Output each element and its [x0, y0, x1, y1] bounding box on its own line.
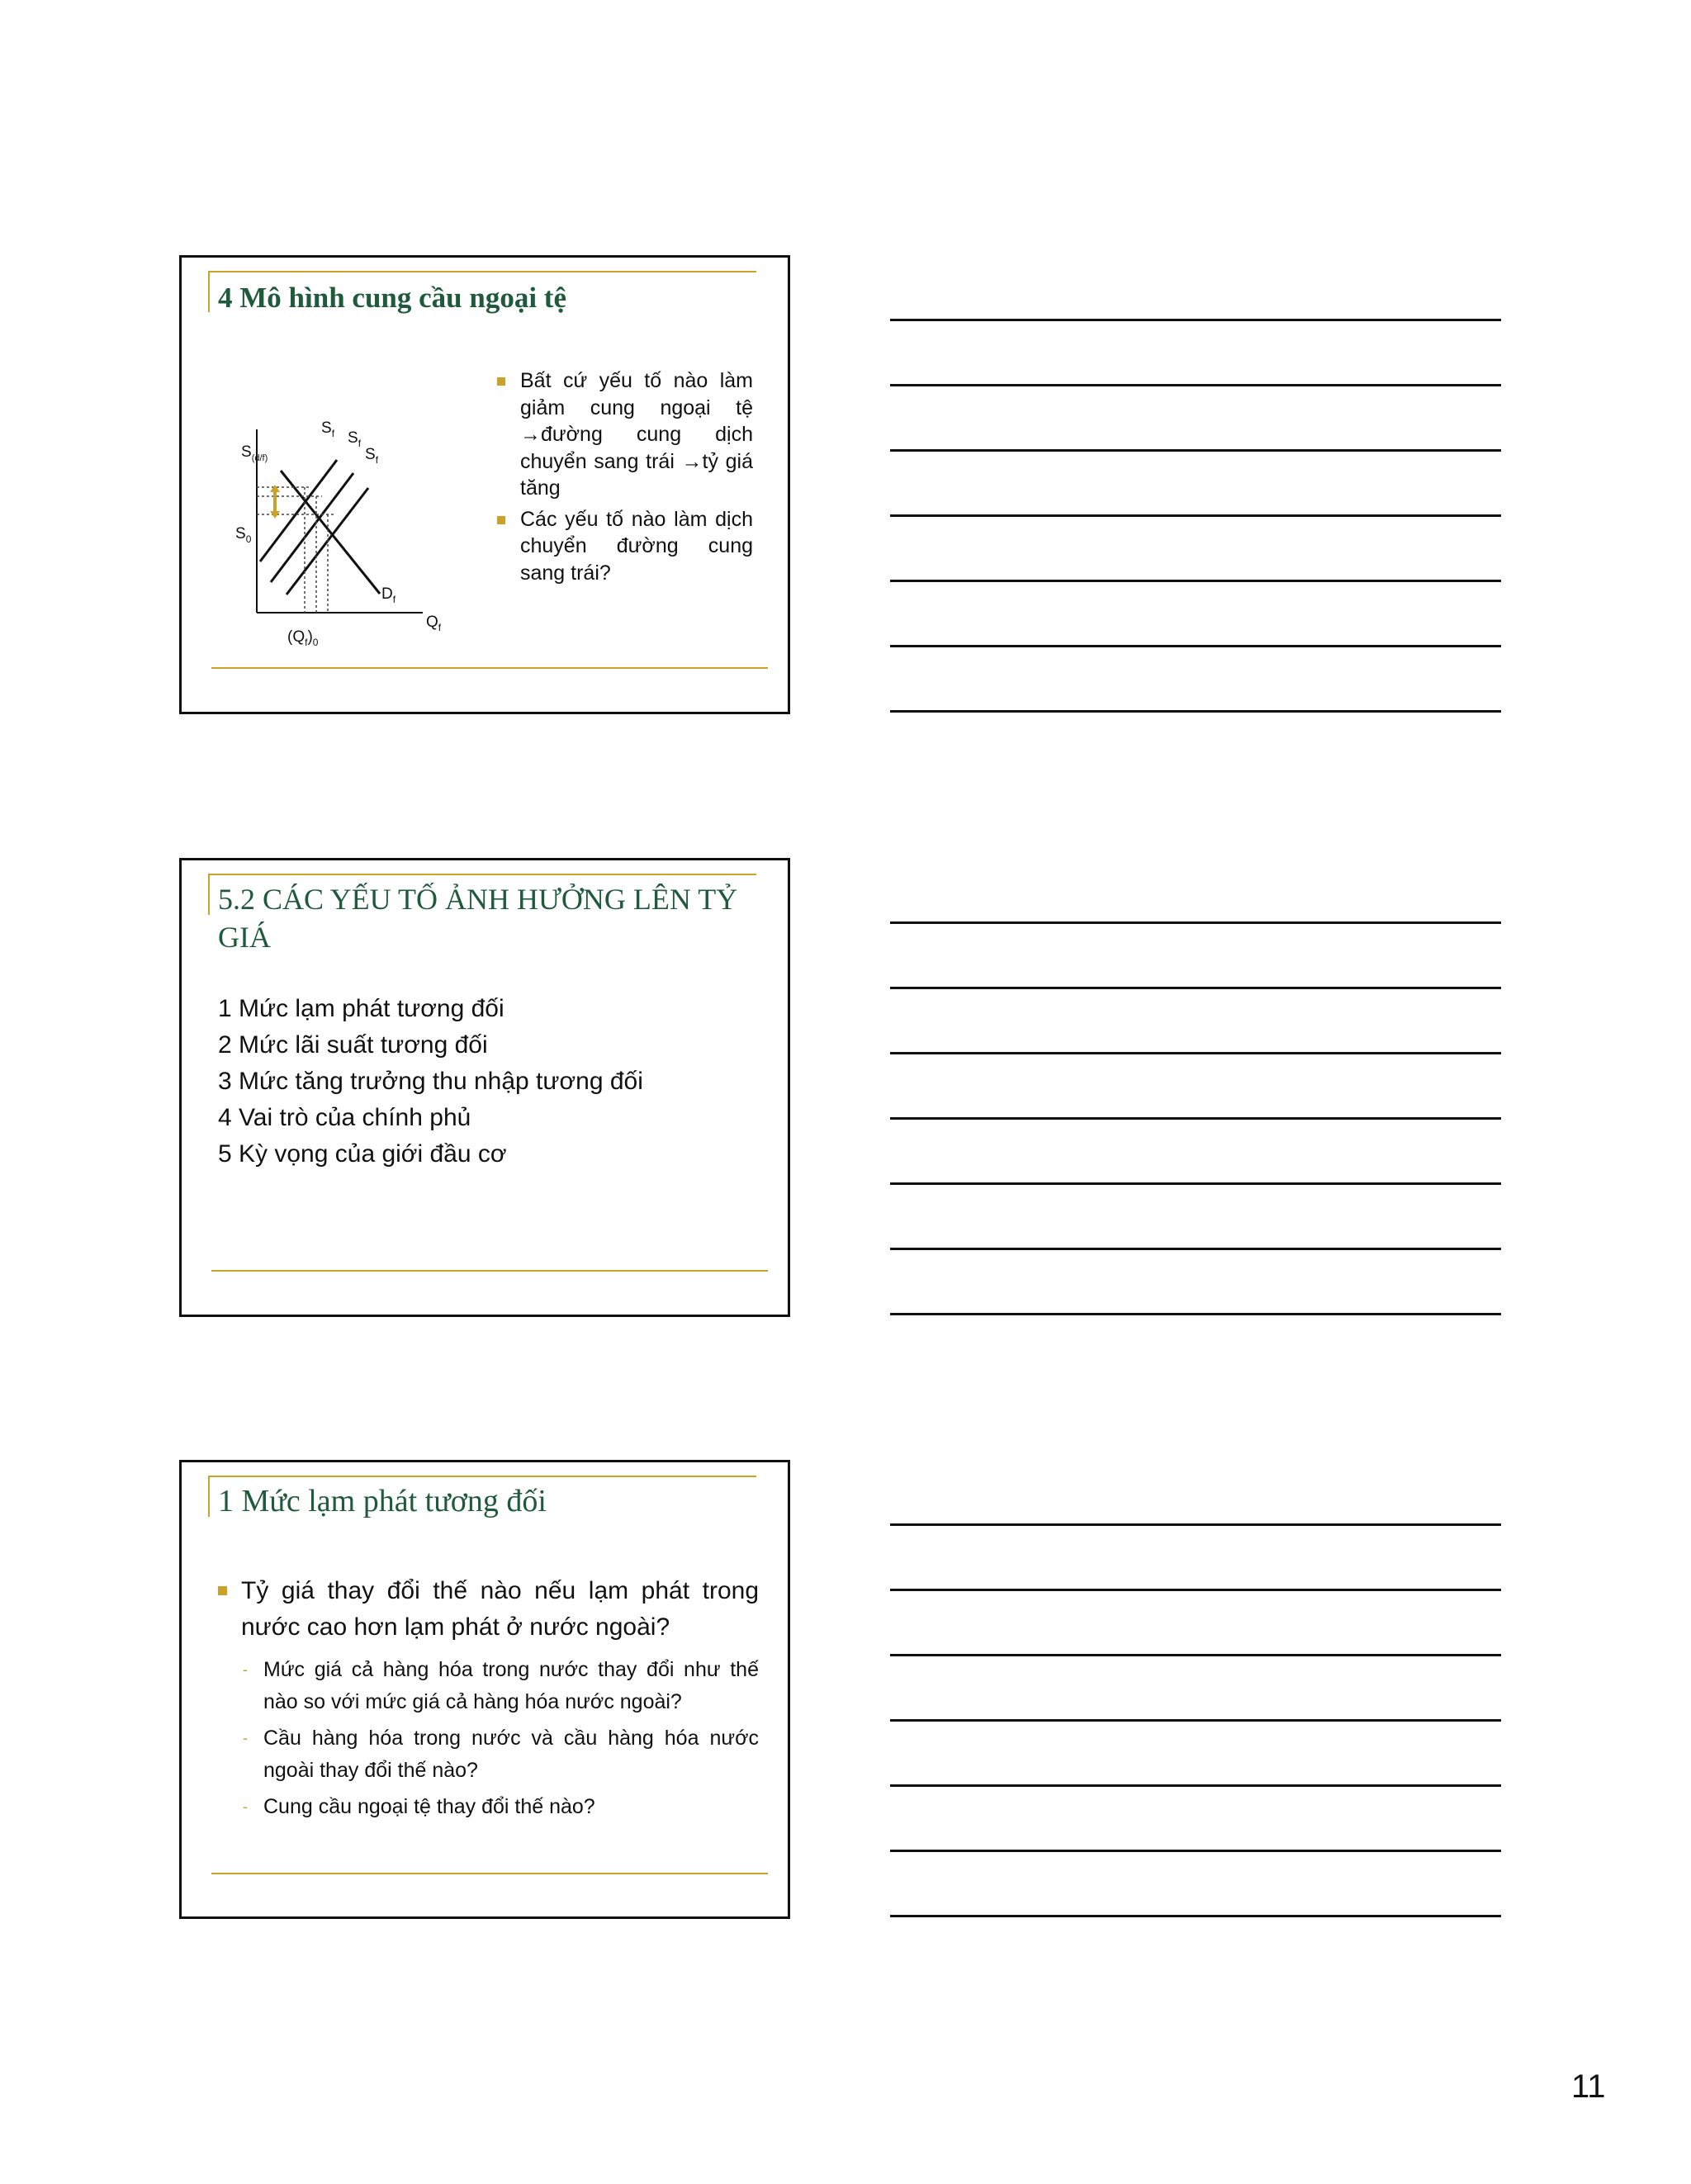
label-q: $Q_f$ — [426, 614, 442, 633]
slide-supply-demand-model — [179, 255, 790, 714]
slide-relative-inflation — [179, 1460, 790, 1919]
note-line — [890, 384, 1501, 386]
label-s-top-1: $S_f$ — [321, 419, 335, 439]
list-item: 1 Mức lạm phát tương đối — [218, 995, 504, 1022]
slide-exchange-rate-factors — [179, 858, 790, 1317]
note-line — [890, 319, 1501, 321]
slide-title: 4 Mô hình cung cầu ngoại tệ — [218, 282, 566, 314]
note-line — [890, 1117, 1501, 1120]
list-item: 3 Mức tăng trưởng thu nhập tương đối — [218, 1068, 643, 1095]
note-line — [890, 514, 1501, 517]
note-line — [890, 1589, 1501, 1591]
note-line — [890, 921, 1501, 924]
dash-marker: - — [243, 1661, 248, 1678]
note-line — [890, 1523, 1501, 1526]
bullet-list — [497, 367, 753, 590]
note-line — [890, 1182, 1501, 1185]
note-line — [890, 1915, 1501, 1917]
note-line — [890, 1784, 1501, 1787]
title-rule-left — [208, 874, 210, 915]
bullet-list — [218, 1573, 759, 1827]
list-item: 2 Mức lãi suất tương đối — [218, 1031, 488, 1059]
factor-list — [218, 991, 643, 1173]
label-s-top-3: $S_f$ — [365, 446, 379, 466]
list-item: Bất cứ yếu tố nào làm giảm cung ngoại tệ →đường cung dịch chuyển sang trái →tỷ giá tăng — [497, 367, 753, 502]
page-number: 11 — [1571, 2068, 1606, 2105]
shift-arrow — [270, 485, 280, 519]
demand-curve — [281, 471, 380, 594]
label-s-top-2: $S_f$ — [348, 429, 362, 449]
supply-curve-2 — [271, 473, 353, 582]
label-s-dif: $S_{(d/f)}$ — [241, 443, 268, 463]
slide-title: 5.2 CÁC YẾU TỐ ẢNH HƯỞNG LÊN TỶ GIÁ — [218, 883, 738, 954]
note-line — [890, 645, 1501, 647]
bullet-square-icon — [218, 1586, 227, 1595]
sub-list-item: - Cầu hàng hóa trong nước và cầu hàng hóa nước ngoài thay đổi thế nào? — [241, 1722, 759, 1787]
list-item: Các yếu tố nào làm dịch chuyển đường cung sang trái? — [497, 506, 753, 587]
note-line — [890, 987, 1501, 989]
bullet-square-icon — [497, 516, 505, 524]
label-q0: $(Q_f)_0$ — [287, 628, 319, 648]
note-line — [890, 1719, 1501, 1722]
bottom-rule — [211, 1873, 768, 1874]
slide-title: 1 Mức lạm phát tương đối — [218, 1484, 547, 1518]
sub-list-item: - Cung cầu ngoại tệ thay đổi thế nào? — [241, 1791, 759, 1823]
dash-marker: - — [243, 1798, 248, 1815]
title-rule-left — [208, 1476, 210, 1517]
label-s0: $S_0$ — [235, 525, 252, 545]
note-line — [890, 449, 1501, 452]
note-line — [890, 1654, 1501, 1656]
note-line — [890, 1850, 1501, 1852]
label-d: $D_f$ — [381, 585, 396, 605]
sub-list — [241, 1654, 759, 1823]
list-item: Tỷ giá thay đổi thế nào nếu lạm phát trong nước cao hơn lạm phát ở nước ngoài? - Mức giá cả hàng hóa trong nước thay đổi như thế nào so với mức giá cả hàng hóa nước ngoài? - Cầu hàng hóa trong nước và cầu hàng hóa nước ngoài thay đổi thế nào? - Cung cầu ngoại tệ thay đổi thế nào? — [218, 1573, 759, 1823]
title-rule-top — [208, 1476, 756, 1477]
title-rule-top — [208, 874, 756, 875]
bottom-rule — [211, 667, 768, 669]
sub-list-item: - Mức giá cả hàng hóa trong nước thay đổi như thế nào so với mức giá cả hàng hóa nước ngoài? — [241, 1654, 759, 1718]
dash-marker: - — [243, 1730, 248, 1746]
note-line — [890, 1313, 1501, 1315]
title-rule-left — [208, 271, 210, 312]
title-rule-top — [208, 271, 756, 272]
note-line — [890, 1052, 1501, 1054]
note-line — [890, 580, 1501, 582]
list-item: 5 Kỳ vọng của giới đầu cơ — [218, 1140, 507, 1168]
supply-demand-diagram — [206, 405, 479, 652]
list-item: 4 Vai trò của chính phủ — [218, 1104, 471, 1131]
note-line — [890, 710, 1501, 713]
note-line — [890, 1248, 1501, 1250]
bottom-rule — [211, 1270, 768, 1272]
bullet-square-icon — [497, 377, 505, 386]
